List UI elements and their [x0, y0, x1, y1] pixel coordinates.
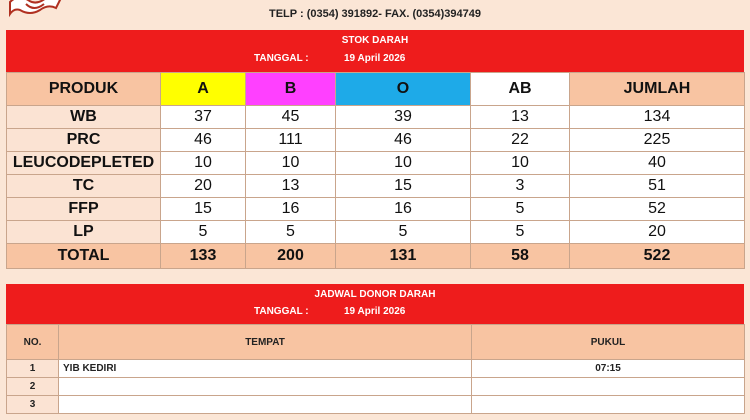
contact-info: TELP : (0354) 391892- FAX. (0354)394749	[269, 8, 481, 20]
value-a: 10	[161, 152, 246, 175]
value-b: 13	[246, 175, 336, 198]
value-b: 111	[246, 129, 336, 152]
col-no: NO.	[7, 325, 59, 360]
jadwal-title: JADWAL DONOR DARAH	[314, 289, 436, 300]
value-jumlah: 52	[570, 198, 745, 221]
value-a: 20	[161, 175, 246, 198]
location: YIB KEDIRI	[59, 360, 472, 378]
col-ab: AB	[471, 73, 570, 106]
schedule-header-row	[7, 325, 745, 360]
total-row	[7, 244, 745, 269]
total-ab: 58	[471, 244, 570, 269]
col-produk: PRODUK	[7, 73, 161, 106]
col-a: A	[161, 73, 246, 106]
product-name: TC	[7, 175, 161, 198]
col-jumlah: JUMLAH	[570, 73, 745, 106]
value-ab: 13	[471, 106, 570, 129]
value-jumlah: 51	[570, 175, 745, 198]
total-a: 133	[161, 244, 246, 269]
value-ab: 10	[471, 152, 570, 175]
value-jumlah: 134	[570, 106, 745, 129]
value-ab: 5	[471, 198, 570, 221]
time: 07:15	[472, 360, 745, 378]
value-o: 39	[336, 106, 471, 129]
value-jumlah: 225	[570, 129, 745, 152]
product-name: WB	[7, 106, 161, 129]
table-row	[7, 396, 745, 414]
col-o: O	[336, 73, 471, 106]
time	[472, 378, 745, 396]
row-number: 2	[7, 378, 59, 396]
value-b: 10	[246, 152, 336, 175]
value-o: 15	[336, 175, 471, 198]
col-tempat: TEMPAT	[59, 325, 472, 360]
total-o: 131	[336, 244, 471, 269]
table-row	[7, 360, 745, 378]
jadwal-date-label: TANGGAL :	[254, 306, 309, 317]
total-jumlah: 522	[570, 244, 745, 269]
schedule-table	[6, 324, 745, 414]
value-jumlah: 40	[570, 152, 745, 175]
col-pukul: PUKUL	[472, 325, 745, 360]
value-a: 37	[161, 106, 246, 129]
value-a: 15	[161, 198, 246, 221]
product-name: FFP	[7, 198, 161, 221]
value-a: 46	[161, 129, 246, 152]
table-row	[7, 106, 745, 129]
table-row	[7, 175, 745, 198]
product-name: PRC	[7, 129, 161, 152]
value-b: 5	[246, 221, 336, 244]
table-row	[7, 378, 745, 396]
product-name: LP	[7, 221, 161, 244]
value-a: 5	[161, 221, 246, 244]
row-number: 1	[7, 360, 59, 378]
stok-title: STOK DARAH	[341, 35, 409, 46]
stock-header-row	[7, 73, 745, 106]
product-name: LEUCODEPLETED	[7, 152, 161, 175]
total-b: 200	[246, 244, 336, 269]
value-o: 10	[336, 152, 471, 175]
value-b: 16	[246, 198, 336, 221]
value-ab: 5	[471, 221, 570, 244]
table-row	[7, 152, 745, 175]
letterhead	[0, 0, 750, 30]
time	[472, 396, 745, 414]
stok-date-value: 19 April 2026	[344, 53, 406, 64]
total-label: TOTAL	[7, 244, 161, 269]
location	[59, 378, 472, 396]
value-b: 45	[246, 106, 336, 129]
jadwal-date-value: 19 April 2026	[344, 306, 406, 317]
table-row	[7, 129, 745, 152]
table-row	[7, 221, 745, 244]
stok-date-label: TANGGAL :	[254, 53, 309, 64]
row-number: 3	[7, 396, 59, 414]
col-b: B	[246, 73, 336, 106]
jadwal-title-band	[6, 284, 744, 324]
stock-table	[6, 72, 745, 269]
table-row	[7, 198, 745, 221]
value-o: 46	[336, 129, 471, 152]
value-ab: 3	[471, 175, 570, 198]
location	[59, 396, 472, 414]
value-jumlah: 20	[570, 221, 745, 244]
stok-title-band	[6, 30, 744, 72]
value-o: 5	[336, 221, 471, 244]
value-ab: 22	[471, 129, 570, 152]
value-o: 16	[336, 198, 471, 221]
